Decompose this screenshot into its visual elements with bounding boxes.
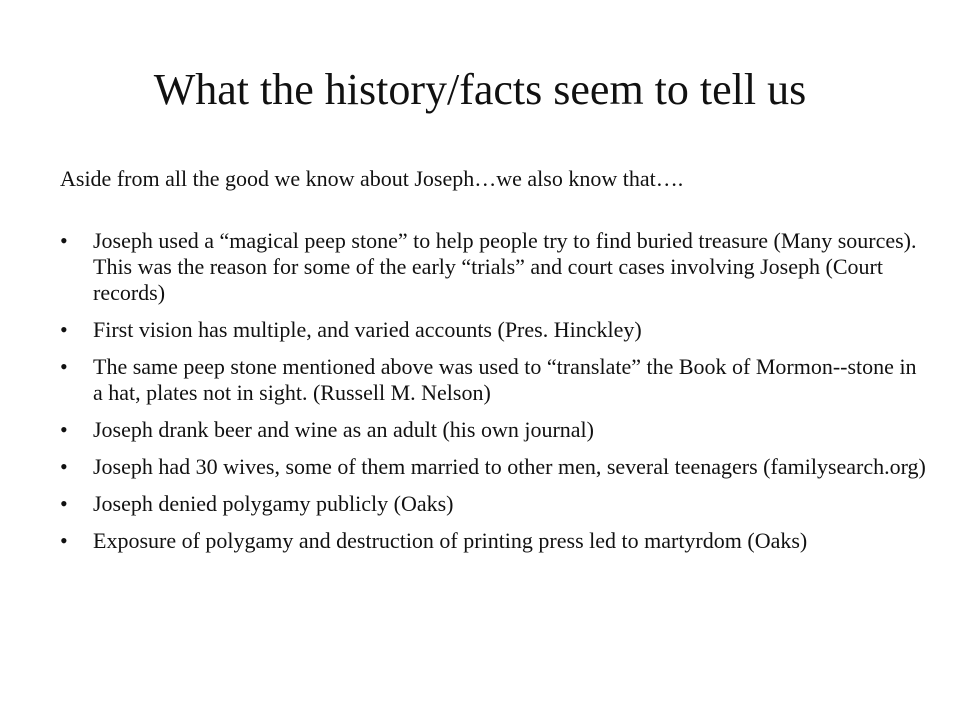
bullet-item (60, 417, 930, 443)
slide-title: What the history/facts seem to tell us (153, 65, 807, 114)
bullet-item (60, 528, 930, 554)
bullet-dot-icon: • (60, 354, 68, 379)
bullet-text: Exposure of polygamy and destruction of printing press led to martyrdom (Oaks) (93, 528, 808, 553)
bullet-dot-icon: • (60, 454, 68, 479)
bullet-dot-icon: • (60, 528, 68, 553)
bullet-text: First vision has multiple, and varied accounts (Pres. Hinckley) (93, 317, 642, 342)
bullet-item (60, 317, 930, 343)
bullet-list (60, 228, 930, 565)
bullet-text: The same peep stone mentioned above was used to “translate” the Book of Mormon--stone in a hat, plates not in sight. (Russell M. Nelson) (93, 354, 917, 405)
bullet-dot-icon: • (60, 317, 68, 342)
bullet-text: Joseph used a “magical peep stone” to help people try to find buried treasure (Many sources). This was the reason for some of the early “trials” and court cases involving Joseph (Court records) (93, 228, 917, 305)
bullet-item (60, 454, 930, 480)
bullet-item (60, 491, 930, 517)
bullet-item (60, 228, 930, 306)
intro-text: Aside from all the good we know about Joseph…we also know that…. (60, 166, 684, 191)
bullet-text: Joseph denied polygamy publicly (Oaks) (93, 491, 454, 516)
bullet-dot-icon: • (60, 417, 68, 442)
bullet-dot-icon: • (60, 228, 68, 253)
bullet-dot-icon: • (60, 491, 68, 516)
bullet-item (60, 354, 930, 406)
bullet-text: Joseph had 30 wives, some of them married to other men, several teenagers (familysearch.org) (93, 454, 926, 479)
bullet-text: Joseph drank beer and wine as an adult (his own journal) (93, 417, 594, 442)
